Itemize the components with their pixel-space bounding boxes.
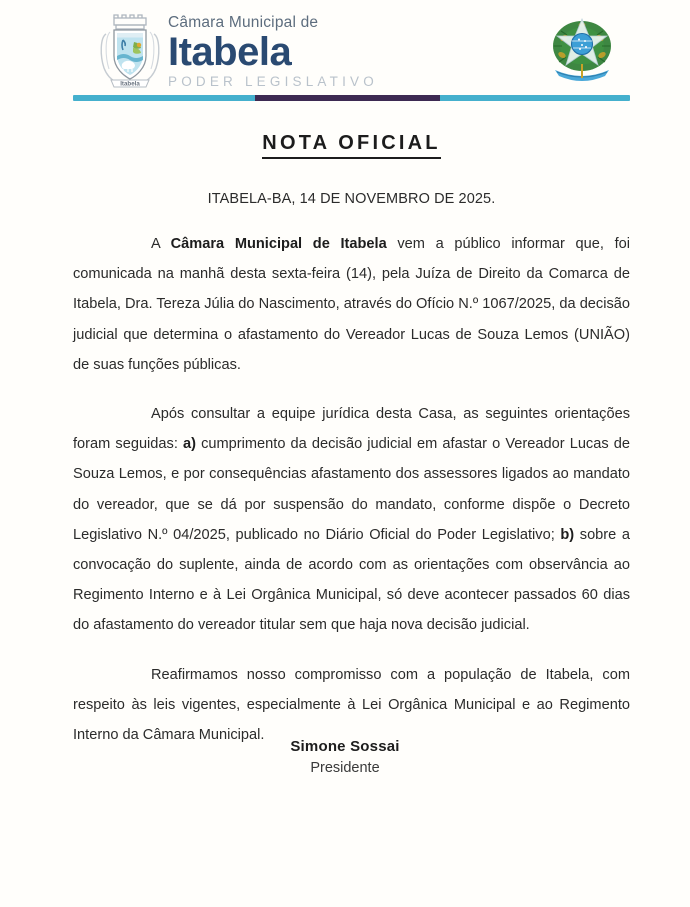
paragraph-1-seg-3: vem a público informar que, foi comunicada na manhã desta sexta-feira (14), pela Juíza de Direito da Comarca de Itabela, Dra. Tereza Júlia do Nascimento, através do Ofício N.º 1067/2025, da decisão judicial que determina o afastamento do Vereador Lucas de Souza Lemos (UNIÃO) de suas funções públicas. <box>73 236 630 373</box>
brazil-coat-of-arms-icon <box>545 14 619 92</box>
page-title <box>73 132 630 155</box>
crest-left-label: Itabela <box>120 80 140 88</box>
itabela-coat-of-arms-icon <box>98 12 162 92</box>
brand-line-itabela: Itabela <box>168 30 292 75</box>
header-divider-bar <box>73 95 630 101</box>
paragraph-2-bold-item-b: b) <box>560 526 575 543</box>
brand-wordmark <box>168 14 418 90</box>
paragraph-2-seg-3: cumprimento da decisão judicial em afastar o Vereador Lucas de Souza Lemos, e por consequências afastamento dos assessores ligados ao mandato do vereador, que se dá por suspensão do mandato, conforme dispõe o Decreto Legislativo N.º 04/2025, publicado no Diário Oficial do Poder Legislativo; <box>73 436 630 543</box>
signatory-role: Presidente <box>310 760 380 776</box>
document-date-line: ITABELA-BA, 14 DE NOVEMBRO DE 2025. <box>207 191 496 207</box>
paragraph-3-seg-1: Reafirmamos nosso compromisso com a população de Itabela, com respeito às leis vigentes, especialmente à Lei Orgânica Municipal e ao Regimento Interno da Câmara Municipal. <box>73 666 630 744</box>
brand-line-camara-municipal-de: Câmara Municipal de <box>168 14 319 31</box>
paragraph-1-bold-camara: Câmara Municipal de Itabela <box>170 236 387 252</box>
signature-block <box>0 738 690 776</box>
document-body <box>73 118 630 765</box>
brand-line-poder-legislativo: PODER LEGISLATIVO <box>168 74 378 90</box>
signatory-name: Simone Sossai <box>290 738 400 755</box>
letterhead <box>0 0 690 92</box>
paragraph-1-seg-1: A <box>151 236 171 252</box>
paragraph-3 <box>73 660 630 751</box>
paragraph-1 <box>73 229 630 380</box>
header-divider-purple-segment <box>255 95 440 101</box>
page-title-text: NOTA OFICIAL <box>262 132 440 159</box>
paragraph-2 <box>73 399 630 641</box>
paragraph-2-bold-item-a: a) <box>183 436 196 453</box>
paragraph-2-seg-1: Após consultar a equipe jurídica desta Casa, as seguintes orientações foram seguidas: <box>73 406 630 453</box>
paragraph-2-seg-5: sobre a convocação do suplente, ainda de acordo com as orientações com observância ao Regimento Interno e à Lei Orgânica Municipal, só deve acontecer passados 60 dias do afastamento do vereador titular sem que haja nova decisão judicial. <box>73 526 631 634</box>
